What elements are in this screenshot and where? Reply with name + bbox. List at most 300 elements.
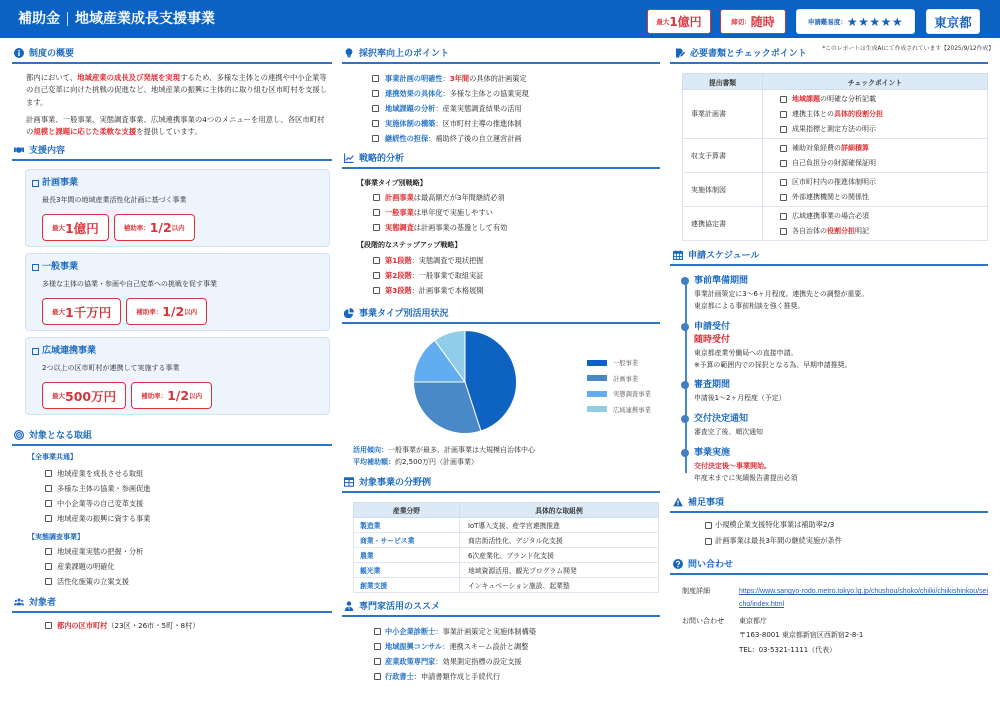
text-segment: 規模と課題に応じた柔軟な支援 [33,127,137,137]
section-title-text: 戦略的分析 [359,154,405,164]
text-segment: 地域振興コンサル [385,641,443,651]
support-card-regional [25,337,330,415]
checklist [12,544,332,589]
overview-paragraph [12,72,328,110]
section-title-text: 制度の概要 [29,49,75,59]
column-header: 産業分野 [354,503,460,518]
checklist-text [385,253,483,268]
checkbox-icon [780,160,787,167]
page-title [18,11,215,27]
document-checks [763,207,988,241]
checkbox-icon [45,563,52,570]
checklist-item [373,283,660,298]
badge-prefix: 補助率： [141,392,168,400]
badge-value: 1千万円 [65,304,112,320]
max-amount-badge [42,298,121,325]
usage-average [353,456,535,468]
bullseye-icon [14,430,24,440]
documents-table [682,73,988,241]
group-label: 【実態調査事業】 [28,533,84,541]
badge-prefix: 最大 [52,392,65,400]
section-title-text: 補足事項 [688,498,725,508]
checklist-item [374,654,660,669]
text-segment: ：区市町村主導の推進体制 [435,118,522,128]
detail-value [739,585,988,611]
table-header-row [354,503,659,518]
document-checks [763,173,988,207]
checklist-item [373,253,660,268]
badge-value: 東京都 [934,14,972,30]
checklist-item [372,101,660,116]
subsidy-rate-badge [126,298,207,325]
document-checks [763,90,988,139]
badge-prefix: 最大 [52,308,65,316]
section-title [12,143,332,161]
checklist [342,71,660,146]
subsidy-rate-badge [131,382,212,409]
legend-swatch [587,360,607,366]
text-segment: ：一般事業で取組実証 [411,271,484,280]
group-label: 【事業タイプ別戦略】 [357,179,427,187]
text-segment: 地域産業の成長及び発展を実現 [77,72,181,82]
checklist-text [792,156,876,171]
section-notes [670,495,988,549]
support-card-plan [25,169,330,247]
checklist-text [385,654,522,669]
table-row [354,533,659,548]
group-label: 【段階的なステップアップ戦略】 [357,240,462,249]
card-title-text: 計画事業 [42,178,79,188]
usage-trend [353,444,535,456]
checklist-item [372,86,660,101]
checklist-text: 中小企業等の自己変革支援 [57,498,144,508]
timeline-step [694,447,797,484]
checkbox-icon [780,194,787,201]
checklist-item [373,190,660,205]
text-segment: 区市町村内の推進体制明示 [792,177,876,186]
checkbox-icon [372,135,379,142]
section-title-text: 採択率向上のポイント [359,49,450,59]
step-description: 申請後1〜2ヶ月程度（予定） [694,393,786,402]
table-header-row [683,74,988,90]
checkbox-icon [372,90,379,97]
text-segment: 計画事業、一般事業、実態調査事業、広域連携事業の4つのメニューを用意し、各区市町村の [26,114,325,137]
section-title-text: 対象となる取組 [29,431,93,441]
section-contact [670,557,988,667]
checklist-text [385,669,500,684]
badge-value: 1/2 [162,304,185,319]
text-segment: 行政書士 [385,671,414,681]
section-title [12,595,332,613]
section-schedule [670,248,988,488]
text-segment: 広域連携事業の場合必須 [792,211,869,220]
file-signature-icon [675,48,685,58]
checklist-text [792,175,876,190]
checkbox-icon [45,548,52,555]
badge-prefix: 申請難易度： [807,18,847,26]
field-name: 製造業 [354,518,460,533]
text-segment: 役割分担 [827,226,855,235]
text-segment: 第2段階 [385,271,412,280]
legend-label: 実態調査事業 [613,391,651,399]
checklist-text: 多様な主体の協業・参画促進 [57,483,151,493]
table-row [683,173,988,207]
checklist-text [792,92,876,107]
checklist-item [45,574,332,589]
usage-trend-value: 一般事業が最多、計画事業は大規模自治体中心 [388,446,535,454]
info-circle-icon [14,48,24,58]
checkbox-icon [373,209,380,216]
card-title-text: 一般事業 [42,262,79,272]
text-segment: 具体的役割分担 [834,109,883,118]
legend-swatch [587,406,607,412]
checklist-text: 小規模企業支援特化事業は補助率2/3 [715,520,835,529]
checklist [12,618,332,633]
checklist-text [385,71,527,86]
square-bullet-icon [32,348,39,355]
checklist-item [780,224,987,239]
checklist-text [792,107,883,122]
checklist-item [45,618,332,633]
checklist-item [373,220,660,235]
text-segment: 地域課題 [792,94,820,103]
inquiry-value [739,614,988,658]
section-title [670,557,988,575]
checkbox-icon [780,126,787,133]
checklist-text [385,624,536,639]
inquiry-label: お問い合わせ [682,616,724,625]
pie-chart [413,330,517,434]
text-segment: ：実態調査で現状把握 [411,256,484,265]
checklist-item [705,533,988,549]
checklist-item [45,466,332,481]
step-description: 東京都産業労働局への直接申請。 [694,348,798,357]
card-title [32,345,96,358]
lightbulb-icon [344,48,354,58]
legend-item [587,371,651,387]
field-example: 商店街活性化、デジタル化支援 [460,533,659,548]
text-segment: ：効果測定指標の設定支援 [435,656,522,666]
timeline-step [694,413,763,438]
text-segment: ：補助終了後の自立運営計画 [428,133,522,143]
checkbox-icon [45,485,52,492]
badge-prefix: 最大 [52,224,65,232]
text-segment: 各自治体の [792,226,827,235]
document-name: 事業計画書 [683,90,763,139]
text-segment: の明確な分析記載 [820,94,876,103]
checkbox-icon [374,673,381,680]
pie-chart-svg [413,330,517,434]
checklist-text: 産業課題の明確化 [57,562,115,571]
program-detail-link[interactable]: https://www.sangyo-rodo.metro.tokyo.lg.jp/chushou/shoko/chiiki/chiikishinkou/seicho/index.html [739,588,989,608]
checklist-item [372,71,660,86]
legend-item [587,386,651,402]
title-separator [67,12,68,26]
text-segment: は計画事業の基盤として有効 [413,223,508,232]
badge-value: 随時 [750,15,775,29]
document-name: 収支予算書 [683,139,763,173]
field-example: 6次産業化、ブランド化支援 [460,548,659,563]
legend-swatch [587,375,607,381]
checklist-item [45,481,332,496]
checkbox-icon [45,578,52,585]
card-badges [42,214,195,241]
checkbox-icon [45,500,52,507]
legend-label: 広域連携事業 [613,406,651,414]
section-title [12,428,332,446]
checklist-item [45,511,332,526]
card-title [32,177,78,190]
group-label: 【全事業共通】 [28,453,77,461]
section-usage [342,306,660,471]
difficulty-badge [796,9,915,34]
checkbox-icon [45,622,52,629]
text-segment: 一般事業 [385,208,414,217]
section-audience [12,595,332,633]
support-card-general [25,253,330,331]
text-segment: 3年間 [449,73,470,83]
section-experts [342,599,660,684]
section-title [342,306,660,324]
text-segment: ：多様な主体との協業実現 [442,88,529,98]
column-header: チェックポイント [763,74,988,90]
timeline-line [685,281,687,473]
badge-suffix: 以内 [184,308,198,316]
contact-organization: 東京都庁 [739,616,767,625]
text-segment: 連携効果の具体化 [385,88,443,98]
badge-value: 1億円 [669,15,702,29]
square-bullet-icon [32,180,39,187]
legend-item [587,355,651,371]
badge-value: 1/2 [167,388,190,403]
text-segment: ：計画事業で本格展開 [411,286,484,295]
text-segment: 補助対象経費の [792,143,841,152]
document-name: 実施体制図 [683,173,763,207]
text-segment: 明記 [855,226,869,235]
chart-pie-icon [344,308,354,318]
step-description: 事業計画策定に3〜6ヶ月程度。連携先との調整が重要。 [694,289,869,298]
user-tie-icon [344,601,354,611]
title-category: 補助金 [18,11,60,27]
timeline-dot-icon [681,449,689,457]
card-description: 多様な主体の協業・参画や自己変革への挑戦を促す事業 [42,280,217,288]
text-segment: ：産業実態調査結果の活用 [435,103,522,113]
checkbox-icon [45,470,52,477]
card-title [32,261,78,274]
table-row [354,548,659,563]
max-amount-badge [42,382,126,409]
timeline-dot-icon [681,415,689,423]
badge-value: 1億円 [65,220,99,236]
column-header: 具体的な取組例 [460,503,659,518]
checklist-item [45,496,332,511]
table-row [683,90,988,139]
section-title [670,248,988,266]
checklist-item [373,268,660,283]
checklist-text [792,190,869,205]
section-targets [12,428,332,589]
step-highlight: 交付決定後〜事業開始。 [694,461,771,470]
handshake-icon [14,145,24,155]
document-name: 連携協定書 [683,207,763,241]
step-title: 申請受付 [694,321,731,332]
section-title [342,475,660,493]
checkbox-icon [372,75,379,82]
checkbox-icon [374,643,381,650]
checklist-item [45,559,332,574]
step-description: 東京都による事前相談を強く推奨。 [694,301,805,310]
checkbox-icon [373,272,380,279]
legend-label: 一般事業 [613,360,639,368]
text-segment: ：連携スキーム設計と調整 [442,641,529,651]
region-badge [926,9,980,34]
text-segment: 継続性の担保 [385,133,429,143]
text-segment: ：事業計画策定と実施体制構築 [435,626,536,636]
text-segment: （23区・26市・5町・8村） [107,620,200,630]
checkbox-icon [705,538,712,545]
section-title-text: 専門家活用のススメ [359,602,441,612]
checklist [342,624,660,684]
step-title: 審査期間 [694,379,731,390]
table-row [683,139,988,173]
checkbox-icon [373,224,380,231]
text-segment: 外部連携機関との関係性 [792,192,869,201]
legend-item [587,402,651,418]
text-segment: 地域課題の分析 [385,103,436,113]
table-icon [344,477,354,487]
max-amount-badge [647,9,711,34]
badge-suffix: 以内 [189,392,203,400]
step-highlight: 随時受付 [694,334,731,345]
checklist-item [372,131,660,146]
timeline-dot-icon [681,277,689,285]
card-badges [42,382,212,409]
text-segment: 実施体制の構築 [385,118,436,128]
usage-trend-label: 活用傾向： [353,446,388,454]
badge-prefix: 補助率： [136,308,163,316]
text-segment: ： [442,73,450,83]
checklist-item [374,639,660,654]
timeline-step [694,321,851,371]
checklist-text [792,224,869,239]
title-main: 地域産業成長支援事業 [75,11,215,27]
usage-average-label: 平均補助額： [353,458,395,466]
section-overview [12,46,332,139]
text-segment: 中小企業診断士 [385,626,436,636]
checklist-text: 活性化施策の立案支援 [57,577,129,586]
checklist [670,517,988,549]
checklist-item [372,116,660,131]
card-description: 最長3年間の地域産業活性化計画に基づく事業 [42,196,187,204]
checkbox-icon [372,120,379,127]
section-title [342,46,660,64]
checklist-text [385,268,483,283]
badge-value: 500万円 [65,388,117,404]
fields-table [353,502,659,593]
checklist-text [385,205,493,220]
checklist [342,253,660,298]
section-title [670,495,988,513]
checkbox-icon [780,228,787,235]
checkbox-icon [373,257,380,264]
text-segment: を提供しています。 [136,127,202,137]
checklist-text [385,220,507,235]
section-title [342,599,660,617]
overview-paragraph [12,114,328,139]
checkbox-icon [373,287,380,294]
section-title [12,46,332,64]
checklist-item [780,209,987,224]
step-description: ※予算の範囲内での採択となる為、早期申請推奨。 [694,360,852,369]
contact-details [682,585,988,657]
checklist-item [780,92,987,107]
checklist-text [385,101,522,116]
checklist-item [705,517,988,533]
step-description: 年度末までに実績報告書提出必須 [694,473,798,482]
checklist-text: 計画事業は最長3年間の継続実施が条件 [715,536,842,545]
text-segment: 連携主体との [792,109,834,118]
subsidy-rate-badge [114,214,195,241]
section-documents [670,46,988,246]
section-title-text: 申請スケジュール [688,251,760,261]
text-segment: 事業計画の明確性 [385,73,443,83]
text-segment: は最高額だが3年間継続必須 [413,193,505,202]
timeline-step [694,275,868,312]
field-example: 地域資源活用、観光プログラム開発 [460,563,659,578]
text-segment: 第1段階 [385,256,412,265]
field-name: 農業 [354,548,460,563]
text-segment: ：申請書類作成と手続代行 [413,671,501,681]
section-title-text: 必要書類とチェックポイント [690,49,807,59]
text-segment: 自己負担分の財源確保証明 [792,158,876,167]
star-rating-icon: ★★★★★ [846,14,904,29]
chart-line-icon [344,153,354,163]
card-title-text: 広域連携事業 [42,346,97,356]
checkbox-icon [780,111,787,118]
field-name: 創業支援 [354,578,460,593]
checkbox-icon [374,658,381,665]
legend-label: 計画事業 [613,375,639,383]
text-segment: は単年度で実施しやすい [413,208,493,217]
usage-average-value: 約2,500万円（計画事業） [395,458,479,466]
section-support [12,143,332,423]
checklist-text [792,209,869,224]
checklist-text: 地域産業の振興に資する事業 [57,513,151,523]
table-row [354,578,659,593]
checklist-text [57,618,199,633]
timeline-dot-icon [681,323,689,331]
checklist-item [780,122,987,137]
section-strategy [342,151,660,298]
checklist-text [385,116,522,131]
checklist-item [373,205,660,220]
chart-legend [587,355,651,417]
checklist-text [385,190,505,205]
checklist-item [374,669,660,684]
checklist-text [385,283,483,298]
text-segment: 計画事業 [385,193,414,202]
detail-label: 制度詳細 [682,587,710,595]
checklist-text [385,131,522,146]
section-title [670,46,988,64]
question-circle-icon [673,559,683,569]
step-title: 交付決定通知 [694,413,749,424]
section-selection-points [342,46,660,146]
text-segment: 都内において、 [26,72,78,82]
step-title: 事前準備期間 [694,275,749,286]
calendar-icon [673,250,683,260]
checklist-item [780,190,987,205]
